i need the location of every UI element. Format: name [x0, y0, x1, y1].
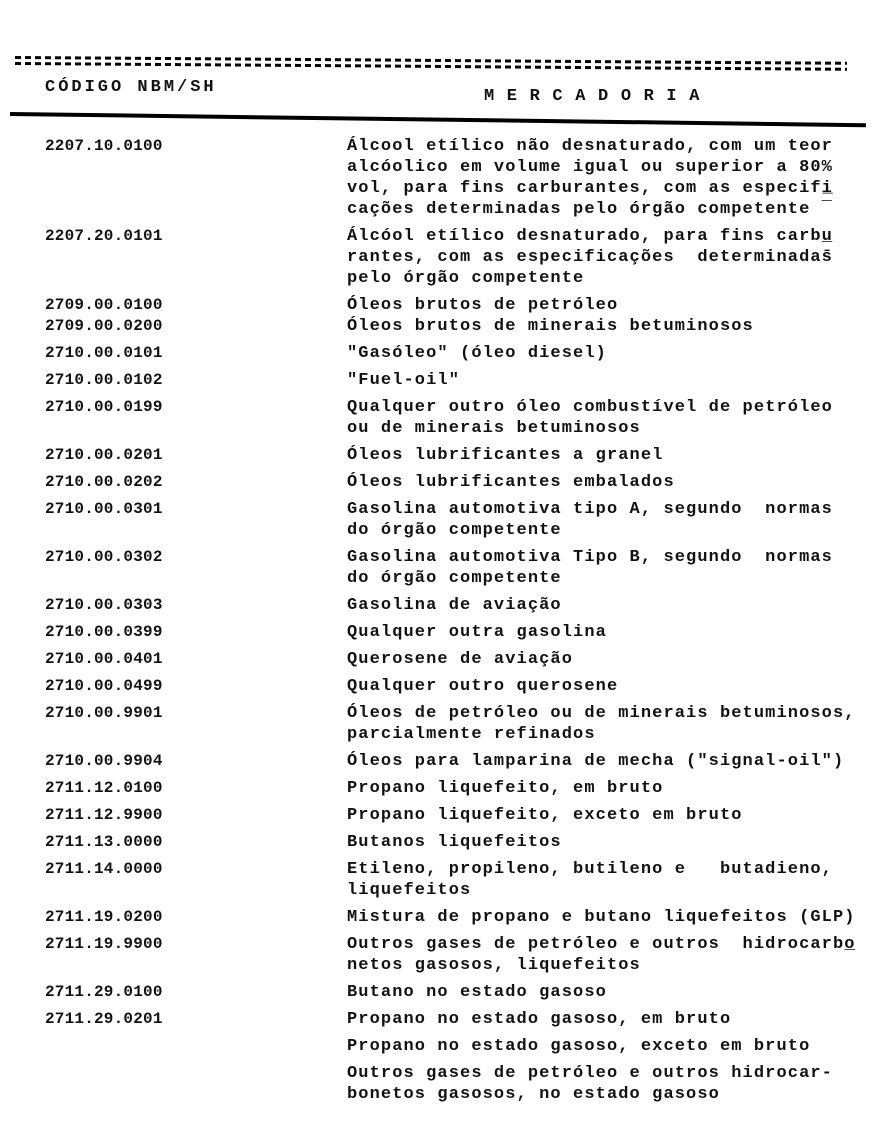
description-line: Gasolina automotiva tipo A, segundo normas	[347, 500, 833, 519]
description-line: Outros gases de petróleo e outros hidrocar-	[347, 1064, 833, 1083]
description-line: Óleos lubrificantes embalados	[347, 473, 675, 492]
code-cell: 2710.00.0302	[45, 548, 163, 566]
merchandise-column-header: M E R C A D O R I A	[484, 87, 701, 106]
table-row	[0, 778, 881, 799]
description-cell	[347, 622, 881, 643]
description-cell	[347, 370, 881, 391]
description-line: Óleos de petróleo ou de minerais betuminosos,	[347, 704, 856, 723]
description-cell	[347, 859, 881, 901]
code-cell: 2710.00.9901	[45, 704, 163, 722]
code-cell	[0, 1036, 347, 1057]
code-cell: 2207.10.0100	[45, 137, 163, 155]
description-line: Butano no estado gasoso	[347, 983, 607, 1002]
code-cell: 2709.00.0100	[45, 296, 163, 314]
description-line: Óleos lubrificantes a granel	[347, 446, 664, 465]
table-row	[0, 934, 881, 976]
code-cell	[0, 1063, 347, 1105]
description-cell	[347, 397, 881, 439]
table-row	[0, 547, 881, 589]
description-line: netos gasosos, liquefeitos	[347, 956, 641, 975]
code-cell: 2711.29.0100	[45, 983, 163, 1001]
code-cell: 2711.12.0100	[45, 779, 163, 797]
header-rule	[10, 112, 866, 127]
description-cell	[347, 805, 881, 826]
table-row	[0, 295, 881, 316]
code-cell: 2710.00.0199	[45, 398, 163, 416]
table-header	[0, 78, 881, 114]
table-row	[0, 649, 881, 670]
description-line: "Fuel-oil"	[347, 371, 461, 390]
description-cell	[347, 907, 881, 928]
table-row	[0, 595, 881, 616]
code-cell: 2711.13.0000	[45, 833, 163, 851]
code-cell: 2710.00.0101	[45, 344, 163, 362]
description-line: Qualquer outro querosene	[347, 677, 619, 696]
code-cell: 2711.12.9900	[45, 806, 163, 824]
double-dashed-separator	[15, 56, 847, 71]
description-cell	[347, 136, 881, 220]
code-cell: 2711.29.0201	[45, 1010, 163, 1028]
table-row	[0, 499, 881, 541]
table-row	[0, 136, 881, 220]
description-cell	[347, 1036, 881, 1057]
code-cell: 2710.00.0201	[45, 446, 163, 464]
description-line: Outros gases de petróleo e outros hidrocarbo̲	[347, 935, 856, 954]
description-line: "Gasóleo" (óleo diesel)	[347, 344, 607, 363]
description-line: Qualquer outro óleo combustível de petróleo	[347, 398, 833, 417]
description-line: pelo órgão competente	[347, 269, 585, 288]
table-row	[0, 676, 881, 697]
table-row	[0, 1036, 881, 1057]
table-row	[0, 832, 881, 853]
description-cell	[347, 832, 881, 853]
code-cell: 2711.14.0000	[45, 860, 163, 878]
description-line: Butanos liquefeitos	[347, 833, 562, 852]
table-row	[0, 316, 881, 337]
description-line: Mistura de propano e butano liquefeitos (GLP)	[347, 908, 856, 927]
code-cell: 2710.00.0401	[45, 650, 163, 668]
description-line: Gasolina de aviação	[347, 596, 562, 615]
table-row	[0, 982, 881, 1003]
code-column-header: CÓDIGO NBM/SH	[45, 78, 217, 97]
description-cell	[347, 751, 881, 772]
code-cell: 2711.19.9900	[45, 935, 163, 953]
description-line: Propano liquefeito, em bruto	[347, 779, 664, 798]
table-row	[0, 1009, 881, 1030]
description-line: cações determinadas pelo órgão competente ‾	[347, 200, 833, 219]
description-line: Óleos brutos de petróleo	[347, 296, 619, 315]
description-cell	[347, 472, 881, 493]
description-line: vol, para fins carburantes, com as especifi̲	[347, 179, 833, 198]
description-line: Álcool etílico não desnaturado, com um teor	[347, 137, 833, 156]
description-cell	[347, 595, 881, 616]
table-row	[0, 472, 881, 493]
code-cell: 2207.20.0101	[45, 227, 163, 245]
table-row	[0, 226, 881, 289]
code-cell: 2710.00.0499	[45, 677, 163, 695]
table-row	[0, 751, 881, 772]
description-cell	[347, 982, 881, 1003]
table-row	[0, 1063, 881, 1105]
description-line: Óleos brutos de minerais betuminosos	[347, 317, 754, 336]
description-line: Gasolina automotiva Tipo B, segundo normas	[347, 548, 833, 567]
description-line: alcóolico em volume igual ou superior a 80%	[347, 158, 833, 177]
description-line: rantes, com as especificações determinadas̄	[347, 248, 833, 267]
description-cell	[347, 316, 881, 337]
description-cell	[347, 703, 881, 745]
description-line: Propano liquefeito, exceto em bruto	[347, 806, 743, 825]
description-line: Propano no estado gasoso, em bruto	[347, 1010, 732, 1029]
description-line: liquefeitos	[347, 881, 472, 900]
description-line: Qualquer outra gasolina	[347, 623, 607, 642]
table-row	[0, 343, 881, 364]
description-line: do órgão competente	[347, 521, 562, 540]
description-cell	[347, 445, 881, 466]
table-row	[0, 805, 881, 826]
description-line: Etileno, propileno, butileno e butadieno,	[347, 860, 833, 879]
table-row	[0, 859, 881, 901]
code-cell: 2710.00.0301	[45, 500, 163, 518]
table-row	[0, 370, 881, 391]
description-cell	[347, 934, 881, 976]
description-line: Óleos para lamparina de mecha ("signal-oil")	[347, 752, 845, 771]
description-cell	[347, 499, 881, 541]
code-cell: 2710.00.0399	[45, 623, 163, 641]
table-row	[0, 397, 881, 439]
code-cell: 2709.00.0200	[45, 317, 163, 335]
description-cell	[347, 676, 881, 697]
description-cell	[347, 226, 881, 289]
description-cell	[347, 547, 881, 589]
description-cell	[347, 295, 881, 316]
description-cell	[347, 778, 881, 799]
description-line: Propano no estado gasoso, exceto em bruto	[347, 1037, 811, 1056]
table-row	[0, 622, 881, 643]
table-body	[0, 136, 881, 1111]
description-cell	[347, 1009, 881, 1030]
code-cell: 2710.00.9904	[45, 752, 163, 770]
description-line: ou de minerais betuminosos	[347, 419, 641, 438]
description-line: Álcóol etílico desnaturado, para fins carbu̲	[347, 227, 833, 246]
description-cell	[347, 343, 881, 364]
description-line: bonetos gasosos, no estado gasoso	[347, 1085, 720, 1104]
description-line: Querosene de aviação	[347, 650, 574, 669]
description-line: do órgão competente	[347, 569, 562, 588]
description-cell	[347, 1063, 881, 1105]
table-row	[0, 703, 881, 745]
description-line: parcialmente refinados	[347, 725, 596, 744]
code-cell: 2710.00.0102	[45, 371, 163, 389]
code-cell: 2710.00.0202	[45, 473, 163, 491]
table-row	[0, 445, 881, 466]
code-cell: 2710.00.0303	[45, 596, 163, 614]
table-row	[0, 907, 881, 928]
code-cell: 2711.19.0200	[45, 908, 163, 926]
description-cell	[347, 649, 881, 670]
